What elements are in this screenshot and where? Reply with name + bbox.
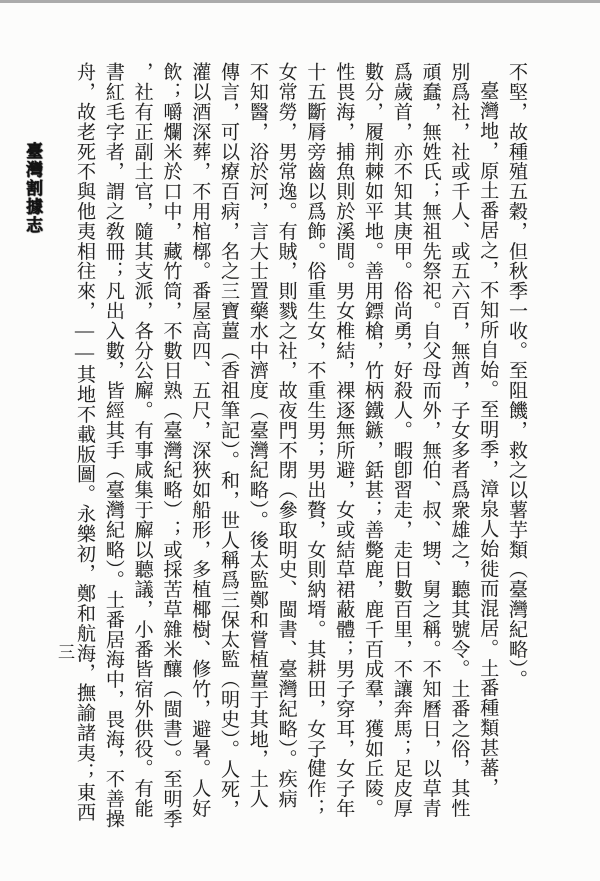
scan-edge (0, 0, 600, 3)
text-column: 臺灣地，原土番居之，不知所自始。至明季，漳泉人始徙而混居。土番種類甚蕃， (477, 81, 499, 798)
text-column: 性畏海，捕魚則於溪間。男女椎結，裸逐無所避，女或結草裙蔽體；男子穿耳，女子年 (333, 62, 355, 819)
text-column: 女常勞，男常逸。有賊，則戮之社，故夜門不閉（參取明史、閩書、臺灣紀略）。疾病 (275, 62, 297, 809)
text-column: 書紅毛字者，謂之敎冊；凡出入數，皆經其手（臺灣紀略）。土番居海中，畏海，不善操 (102, 62, 124, 829)
text-column: 別爲社，社或千人、或五六百，無酋，子女多者爲衆雄之，聽其號令。土番之俗，其性 (448, 62, 470, 819)
text-column: 不知醫，浴於河，言大士置藥水中濟度（臺灣紀略）。後太監鄭和嘗植薑于其地，土人 (246, 62, 268, 809)
text-column: 十五斷脣旁齒以爲飾。俗重生女，不重生男；男出贅，女則納壻。其耕田，女子健作； (304, 62, 326, 819)
text-column: ，社有正副土官，隨其支派，各分公廨。有事咸集于廨以聽議，小番皆宿外供役。有能 (131, 62, 153, 819)
text-column: 頑蠢，無姓氏；無祖先祭祀。自父母而外，無伯、叔、甥、舅之稱。不知曆日，以草青 (419, 62, 441, 819)
text-column: 傳言，可以療百病，名之三寶薑（香祖筆記）。和，世人稱爲三保太監（明史）。人死， (218, 62, 240, 820)
text-column: 爲歲首，亦不知其庚甲。俗尚勇，好殺人。暇卽習走，走日數百里，不讓奔馬；足皮厚 (390, 62, 412, 819)
page-number: 三 (58, 643, 75, 662)
margin-book-title: 臺灣割據志 (23, 142, 42, 235)
text-column: 數分，履荆棘如平地。善用鏢槍，竹柄鐵鏃，銛甚；善斃鹿，鹿千百成羣，獲如丘陵。 (362, 62, 384, 819)
text-column: 飲；嚼爛米於口中，藏竹筒，不數日熟（臺灣紀略）；或採苦草雜米釀（閩書）。至明季 (160, 62, 182, 829)
text-column: 不堅，故種殖五穀，但秋季一收。至阻饑，救之以薯芋類（臺灣紀略）。 (506, 62, 527, 690)
text-column: 舟，故老死不與他夷相往來，——其地不載版圖。永樂初，鄭和航海，撫諭諸夷；東西 (74, 62, 96, 823)
main-text-block (69, 62, 530, 852)
text-column: 灌以酒深葬，不用棺槨。番屋高四、五尺，深狹如船形，多植椰樹、修竹，避暑。人好 (189, 62, 211, 819)
